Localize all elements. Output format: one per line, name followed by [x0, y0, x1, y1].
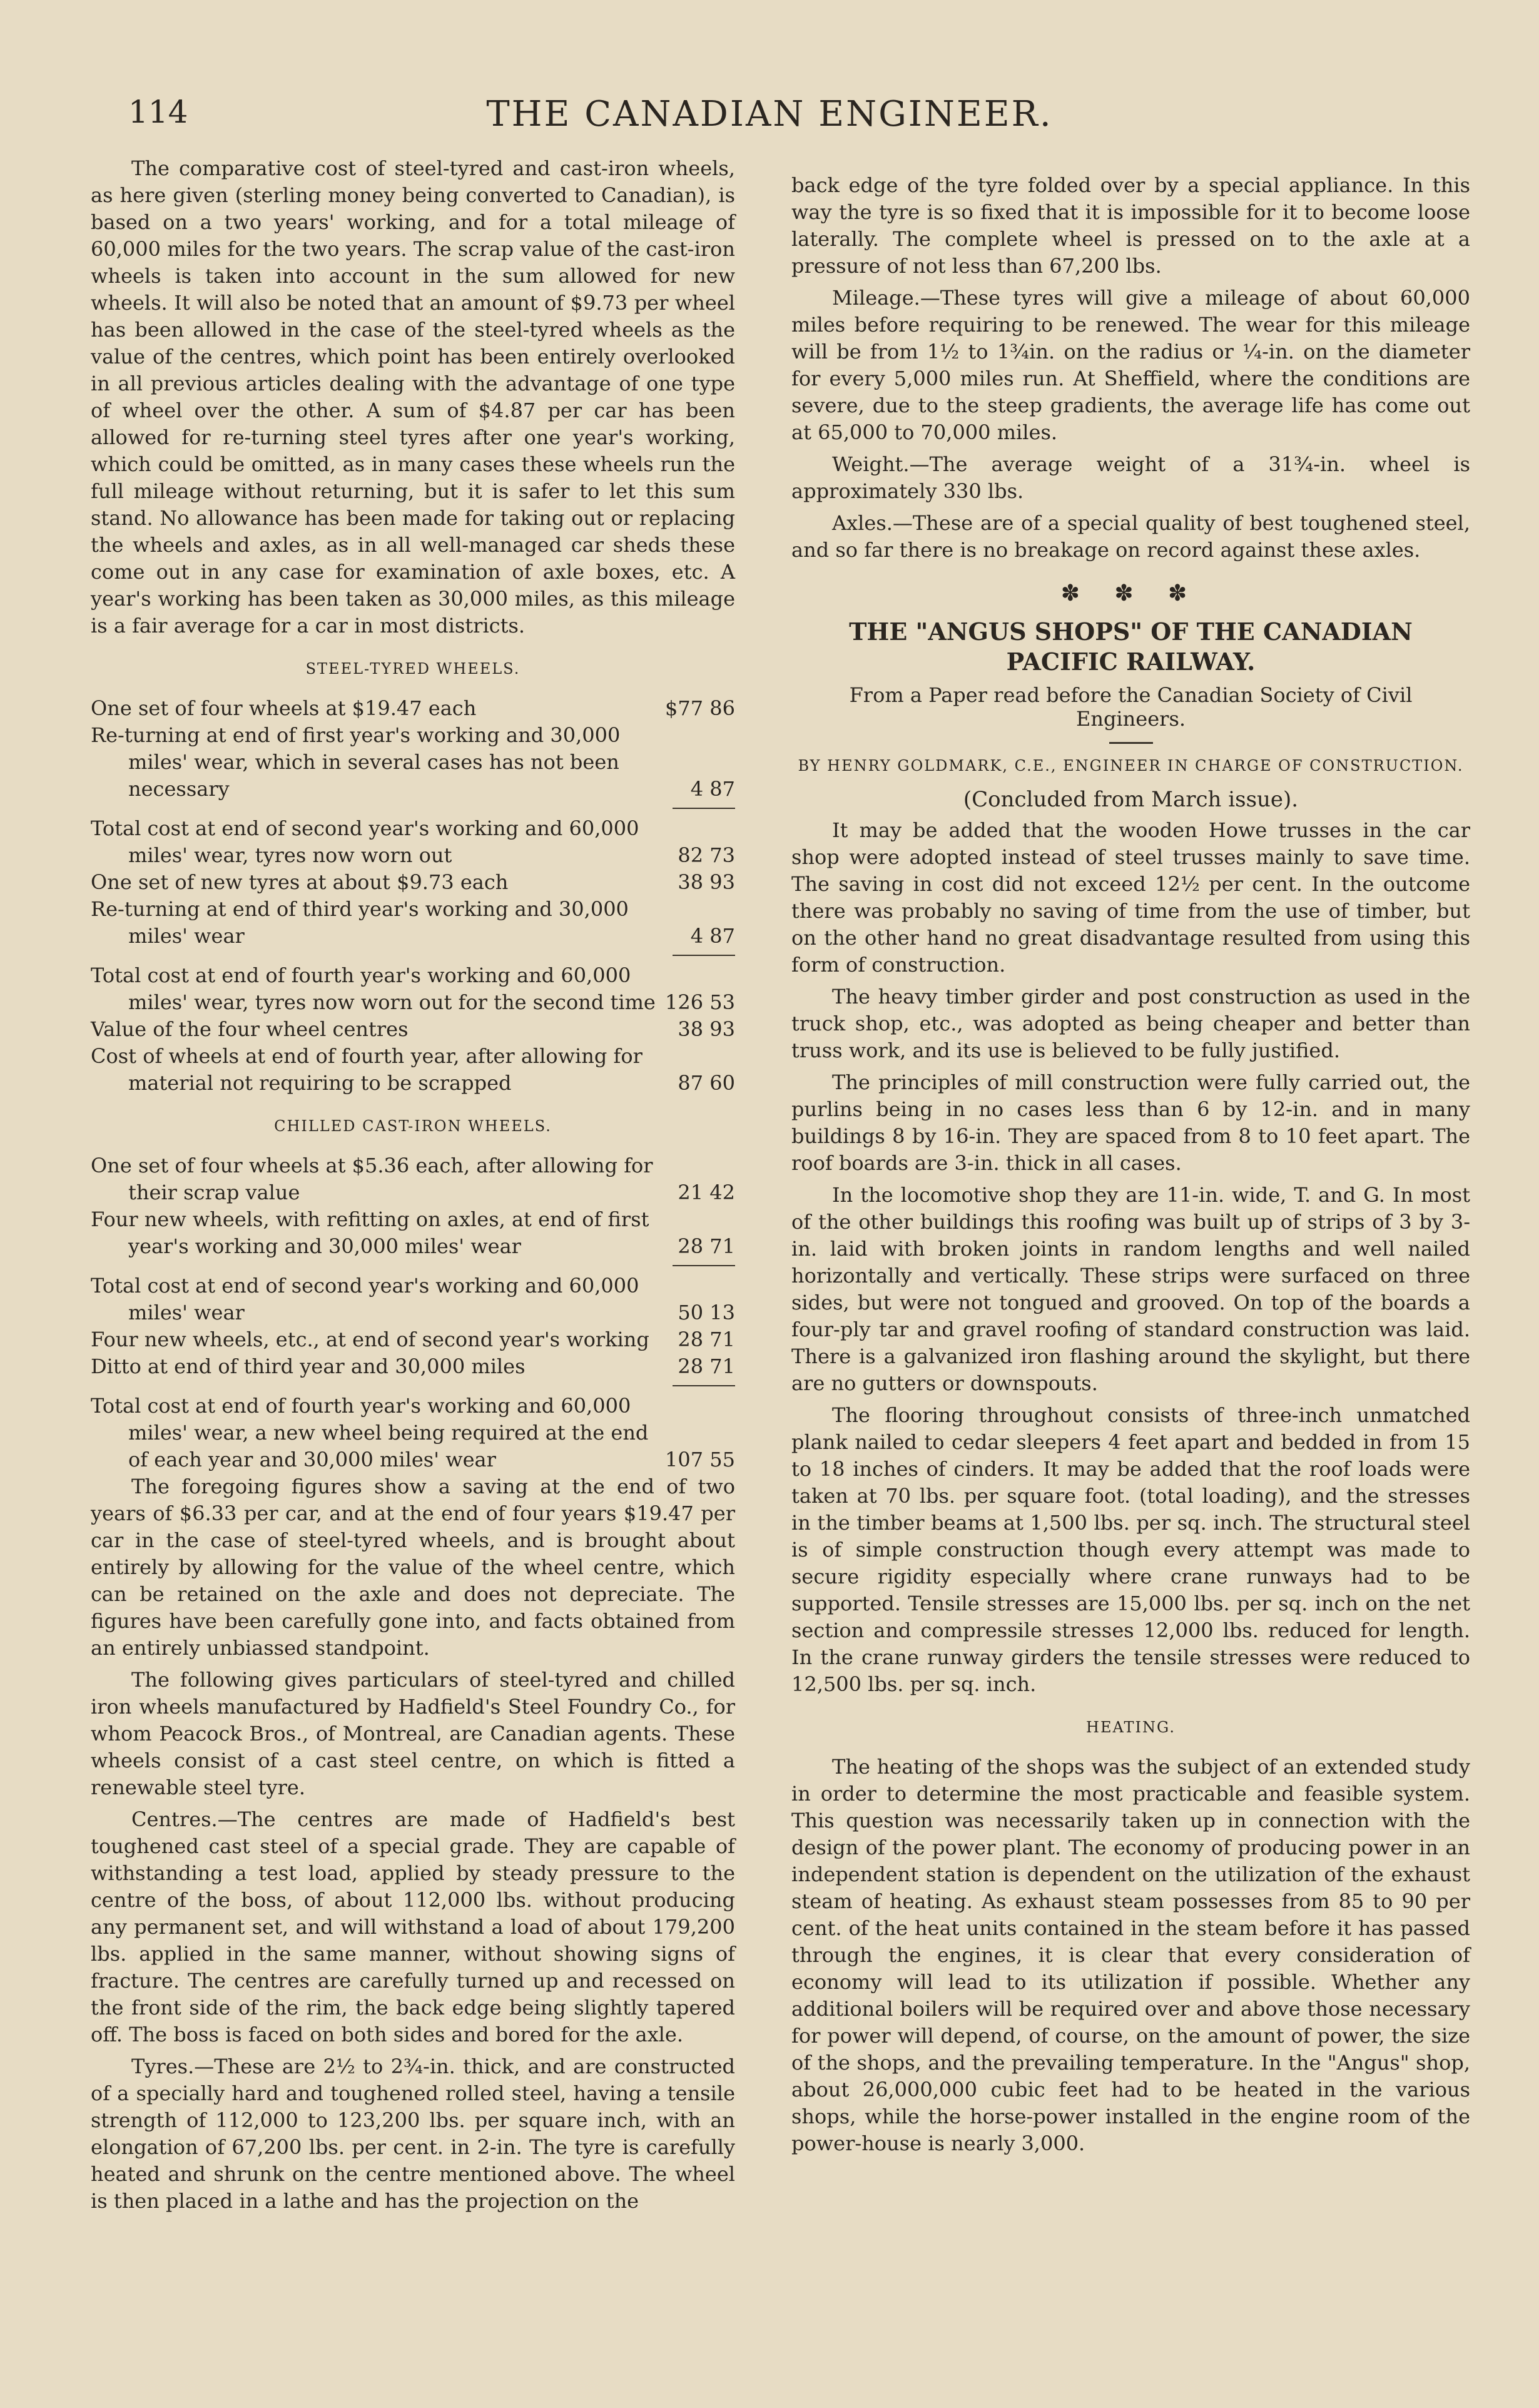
- cost-row: [91, 869, 735, 896]
- weight-paragraph: Weight.—The average weight of a 31¾-in. wheel is approximately 330 lbs.: [791, 452, 1470, 503]
- cost-amount: 87 60: [678, 1071, 735, 1095]
- cost-amount: 28 71: [678, 1328, 735, 1351]
- cost-item: Re-turning at end of third year's working and 30,000 miles' wear: [91, 897, 629, 948]
- cost-row: [91, 695, 735, 722]
- steel-tyred-table: [91, 695, 735, 1097]
- cost-row: [91, 1326, 735, 1353]
- running-header: [0, 94, 1539, 150]
- body-paragraph: In the locomotive shop they are 11-in. wide, T. and G. In most of the other buildings this roofing was built up of strips of 3 by 3-in. laid with broken joints in random lengths and well nailed horizontally and vertically. These strips were surfaced on three sides, but were not tongued and grooved. On top of the boards a four-ply tar and gravel roofing of standard construction was laid. There is a galvanized iron flashing around the skylight, but there are no gutters or downspouts.: [791, 1183, 1470, 1395]
- cost-row: [91, 1152, 735, 1206]
- cost-item: Ditto at end of third year and 30,000 miles: [91, 1354, 526, 1378]
- cost-amount: 38 93: [678, 1017, 735, 1041]
- concluded-note: (Concluded from March issue).: [963, 787, 1299, 812]
- cost-item: Cost of wheels at end of fourth year, after allowing for material not requiring to be scrapped: [91, 1044, 643, 1095]
- tyres-paragraph: Tyres.—These are 2½ to 2¾-in. thick, and are constructed of a specially hard and toughened rolled steel, having a tensile strength of 112,000 to 123,200 lbs. per square inch, with an elongation of 67,200 lbs. per cent. in 2-in. The tyre is carefully heated and shrunk on the centre mentioned above. The wheel is then placed in a lathe and has the projection on the: [91, 2055, 735, 2213]
- intro-paragraph: The comparative cost of steel-tyred and cast-iron wheels, as here given (sterling money being converted to Canadian), is based on a two years' working, and for a total mileage of 60,000 miles for the two years. The scrap value of the cast-iron wheels is taken into account in the sum allowed for new wheels. It will also be noted that an amount of $9.73 per wheel has been allowed in the case of the steel-tyred wheels as the value of the centres, which point has been entirely overlooked in all previous articles dealing with the advantage of one type of wheel over the other. A sum of $4.87 per car has been allowed for re-turning steel tyres after one year's working, which could be omitted, as in many cases these wheels run the full mileage without returning, but it is safer to let this sum stand. No allowance has been made for taking out or replacing the wheels and axles, as in all well-managed car sheds these come out in any case for examination of axle boxes, etc. A year's working has been taken as 30,000 miles, as this mileage is a fair average for a car in most districts.: [91, 156, 735, 638]
- cost-row: [91, 1393, 735, 1473]
- cost-amount: 4 87: [690, 924, 735, 948]
- saving-paragraph: The foregoing figures show a saving at the end of two years of $6.33 per car, and at the end of four years $19.47 per car in the case of steel-tyred wheels, and is brought about entirely by allowing for the value of the wheel centre, which can be retained on the axle and does not depreciate. The figures have been carefully gone into, and facts obtained from an entirely unbiassed standpoint.: [91, 1475, 735, 1660]
- cost-item: Four new wheels, etc., at end of second year's working: [91, 1328, 649, 1351]
- cost-row: [91, 1043, 735, 1097]
- cost-item: One set of new tyres at about $9.73 each: [91, 870, 509, 894]
- cost-amount: 4 87: [690, 777, 735, 801]
- cost-amount: 126 53: [665, 990, 735, 1014]
- left-column: [91, 155, 735, 2220]
- cost-item: Value of the four wheel centres: [91, 1017, 409, 1041]
- cost-item: One set of four wheels at $5.36 each, after allowing for their scrap value: [91, 1154, 653, 1204]
- cost-row: [91, 815, 735, 869]
- body-paragraph: The flooring throughout consists of three-inch unmatched plank nailed to cedar sleepers 4 feet apart and bedded in from 15 to 18 inches of cinders. It may be added that the roof loads were taken at 70 lbs. per square foot. (total loading), and the stresses in the timber beams at 1,500 lbs. per sq. inch. The structural steel is of simple construction though every attempt was made to secure rigidity especially where crane runways had to be supported. Tensile stresses are 15,000 lbs. per sq. inch on the net section and compressile stresses 12,000 lbs. reduced for length. In the crane runway girders the tensile stresses were reduced to 12,500 lbs. per sq. inch.: [791, 1403, 1470, 1696]
- right-column: [791, 172, 1470, 2162]
- cost-amount: 50 13: [678, 1301, 735, 1324]
- heating-paragraph: The heating of the shops was the subject of an extended study in order to determine the most practicable and feasible system. This question was necessarily taken up in connection with the design of the power plant. The economy of producing power in an independent station is dependent on the utilization of the exhaust steam of heating. As exhaust steam possesses from 85 to 90 per cent. of the heat units contained in the steam before it has passed through the engines, it is clear that every consideration of economy will lead to its utilization if possible. Whether any additional boilers will be required over and above those necessary for power will depend, of course, on the amount of power, the size of the shops, and the prevailing temperature. In the "Angus" shop, about 26,000,000 cubic feet had to be heated in the various shops, while the horse-power installed in the engine room of the power-house is nearly 3,000.: [791, 1755, 1470, 2155]
- mileage-paragraph: Mileage.—These tyres will give a mileage of about 60,000 miles before requiring to be renewed. The wear for this mileage will be from 1½ to 1¾in. on the radius or ¼-in. on the diameter for every 5,000 miles run. At Sheffield, where the conditions are severe, due to the steep gradients, the average life has come out at 65,000 to 70,000 miles.: [791, 286, 1470, 444]
- divider: [1109, 742, 1153, 744]
- sum-rule: [673, 808, 735, 809]
- body-paragraph: It may be added that the wooden Howe trusses in the car shop were adopted instead of steel trusses mainly to save time. The saving in cost did not exceed 12½ per cent. In the outcome there was probably no saving of time from the use of timber, but on the other hand no great disadvantage resulted from using this form of construction.: [791, 818, 1470, 977]
- cost-row: [91, 1273, 735, 1326]
- section-ornament: ✽ ✽ ✽: [1060, 581, 1201, 606]
- cost-item: Total cost at end of second year's working and 60,000 miles' wear: [91, 1274, 639, 1324]
- article-subtitle: From a Paper read before the Canadian Society of Civil Engineers.: [849, 683, 1413, 731]
- cost-amount: $77 86: [665, 696, 735, 720]
- sum-rule: [673, 955, 735, 956]
- cost-row: [91, 962, 735, 1016]
- page-number: 114: [128, 94, 188, 130]
- cost-amount: 28 71: [678, 1234, 735, 1258]
- steel-tyred-heading: STEEL-TYRED WHEELS.: [305, 660, 521, 678]
- cost-item: Total cost at end of fourth year's working and 60,000 miles' wear, tyres now worn out for the second time: [91, 963, 656, 1014]
- cost-row: [91, 896, 735, 950]
- cost-item: Total cost at end of fourth year's working and 60,000 miles' wear, a new wheel being required at the end of each year and 30,000 miles' wear: [91, 1394, 649, 1471]
- cost-item: Four new wheels, with refitting on axles, at end of first year's working and 30,000 miles' wear: [91, 1207, 649, 1258]
- body-paragraph: The heavy timber girder and post construction as used in the truck shop, etc., was adopted as being cheaper and better than truss work, and its use is believed to be fully justified.: [791, 985, 1470, 1062]
- cost-row: [91, 722, 735, 803]
- cost-amount: 28 71: [678, 1354, 735, 1378]
- sum-rule: [673, 1265, 735, 1266]
- cost-row: [91, 1353, 735, 1380]
- heating-heading: HEATING.: [1086, 1719, 1176, 1736]
- axles-paragraph: Axles.—These are of a special quality of best toughened steel, and so far there is no breakage on record against these axles.: [791, 511, 1470, 562]
- centres-paragraph: Centres.—The centres are made of Hadfield's best toughened cast steel of a special grade. They are capable of withstanding a test load, applied by steady pressure to the centre of the boss, of about 112,000 lbs. without producing any permanent set, and will withstand a load of about 179,200 lbs. applied in the same manner, without showing signs of fracture. The centres are carefully turned up and recessed on the front side of the rim, the back edge being slightly tapered off. The boss is faced on both sides and bored for the axle.: [91, 1807, 735, 2046]
- cost-amount: 107 55: [665, 1448, 735, 1471]
- cost-item: Re-turning at end of first year's working and 30,000 miles' wear, which in several cases has not been necessary: [91, 723, 621, 801]
- cost-amount: 21 42: [678, 1181, 735, 1204]
- journal-title: THE CANADIAN ENGINEER.: [486, 94, 1053, 135]
- chilled-cast-iron-table: [91, 1152, 735, 1473]
- sum-rule: [673, 1385, 735, 1386]
- cost-amount: 38 93: [678, 870, 735, 894]
- byline: BY HENRY GOLDMARK, C.E., ENGINEER IN CHARGE OF CONSTRUCTION.: [798, 757, 1464, 775]
- continued-paragraph: back edge of the tyre folded over by a special appliance. In this way the tyre is so fixed that it is impossible for it to become loose laterally. The complete wheel is pressed on to the axle at a pressure of not less than 67,200 lbs.: [791, 173, 1470, 278]
- cost-row: [91, 1206, 735, 1260]
- article-title: THE "ANGUS SHOPS" OF THE CANADIAN PACIFIC RAILWAY.: [849, 617, 1413, 676]
- cost-amount: 82 73: [678, 843, 735, 867]
- body-paragraph: The principles of mill construction were fully carried out, the purlins being in no cases less than 6 by 12-in. and in many buildings 8 by 16-in. They are spaced from 8 to 10 feet apart. The roof boards are 3-in. thick in all cases.: [791, 1070, 1470, 1175]
- cost-row: [91, 1016, 735, 1043]
- cost-item: One set of four wheels at $19.47 each: [91, 696, 477, 720]
- chilled-cast-iron-heading: CHILLED CAST-IRON WHEELS.: [274, 1117, 552, 1135]
- cost-item: Total cost at end of second year's working and 60,000 miles' wear, tyres now worn out: [91, 816, 639, 867]
- hadfield-paragraph: The following gives particulars of steel-tyred and chilled iron wheels manufactured by Hadfield's Steel Foundry Co., for whom Peacock Bros., of Montreal, are Canadian agents. These wheels consist of a cast steel centre, on which is fitted a renewable steel tyre.: [91, 1668, 735, 1799]
